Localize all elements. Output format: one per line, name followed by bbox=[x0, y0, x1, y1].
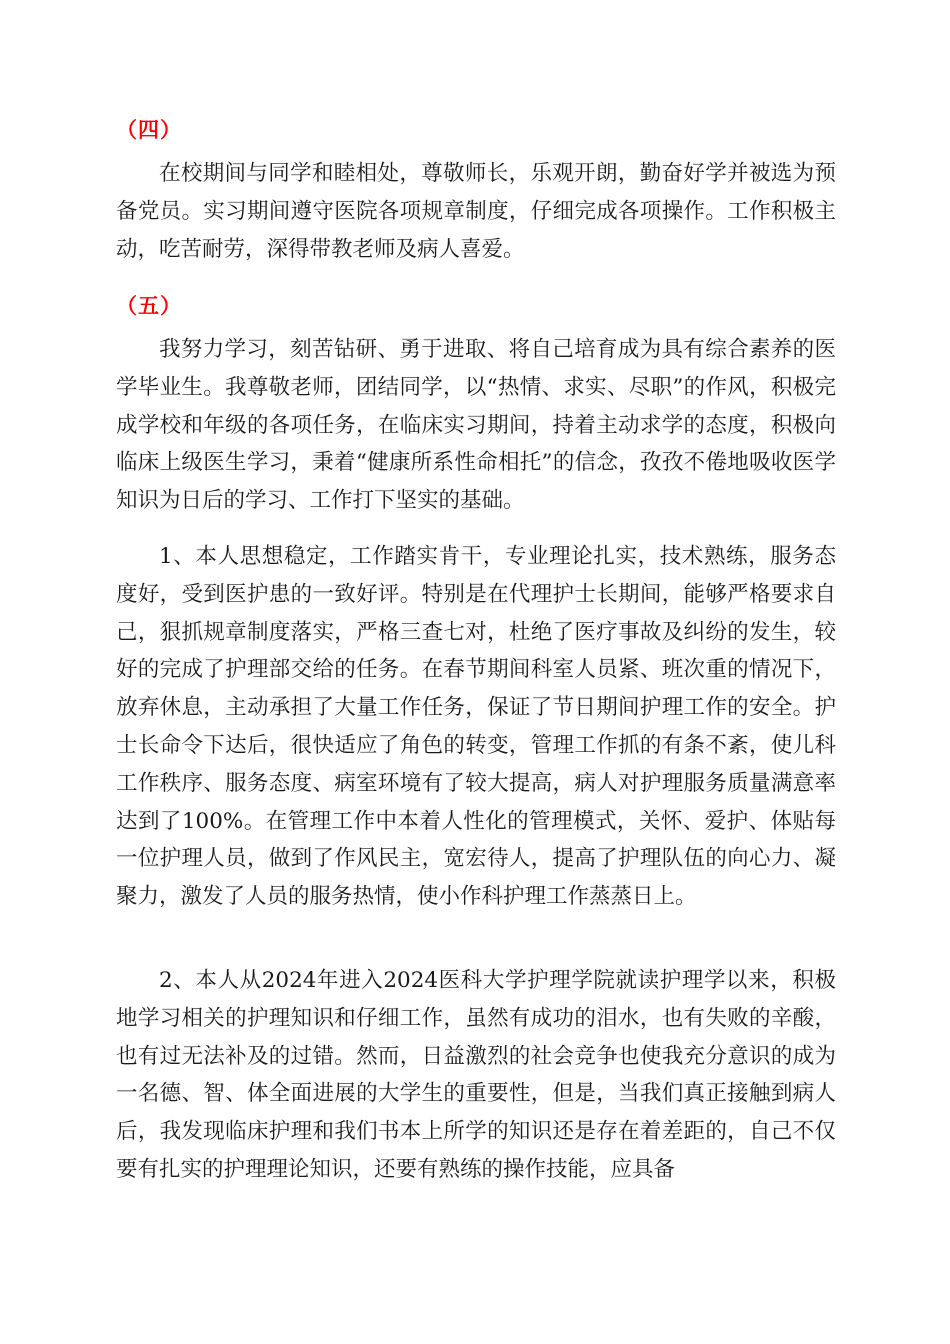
section-heading-5: （五） bbox=[116, 293, 182, 318]
section-5-paragraph: 我努力学习，刻苦钻研、勇于进取、将自己培育成为具有综合素养的医学毕业生。我尊敬老师，团结同学，以“热情、求实、尽职”的作风，积极完成学校和年级的各项任务，在临床实习期间，持着主动求学的态度，积极向临床上级医生学习，秉着“健康所系性命相托”的信念，孜孜不倦地吸收医学知识为日后的学习、工作打下坚实的基础。 bbox=[116, 337, 836, 514]
numbered-item-1: 1、本人思想稳定，工作踏实肯干，专业理论扎实，技术熟练，服务态度好，受到医护患的一致好评。特别是在代理护士长期间，能够严格要求自己，狠抓规章制度落实，严格三查七对，杜绝了医疗事故及纠纷的发生，较好的完成了护理部交给的任务。在春节期间科室人员紧、班次重的情况下，放弃休息，主动承担了大量工作任务，保证了节日期间护理工作的安全。护士长命令下达后，很快适应了角色的转变，管理工作抓的有条不紊，使儿科工作秩序、服务态度、病室环境有了较大提高，病人对护理服务质量满意率达到了100%。在管理工作中本着人性化的管理模式，关怀、爱护、体贴每一位护理人员，做到了作风民主，宽宏待人，提高了护理队伍的向心力、凝聚力，激发了人员的服务热情，使小作科护理工作蒸蒸日上。 bbox=[116, 544, 836, 910]
section-heading-4: （四） bbox=[116, 117, 182, 142]
section-4-paragraph: 在校期间与同学和睦相处，尊敬师长，乐观开朗，勤奋好学并被选为预备党员。实习期间遵守医院各项规章制度，仔细完成各项操作。工作积极主动，吃苦耐劳，深得带教老师及病人喜爱。 bbox=[116, 161, 836, 262]
numbered-item-2: 2、本人从2024年进入2024医科大学护理学院就读护理学以来，积极地学习相关的护理知识和仔细工作，虽然有成功的泪水，也有失败的辛酸，也有过无法补及的过错。然而，日益激烈的社会竞争也使我充分意识的成为一名德、智、体全面进展的大学生的重要性，但是，当我们真正接触到病人后，我发现临床护理和我们书本上所学的知识还是存在着差距的，自己不仅要有扎实的护理理论知识，还要有熟练的操作技能，应具备 bbox=[116, 968, 836, 1182]
